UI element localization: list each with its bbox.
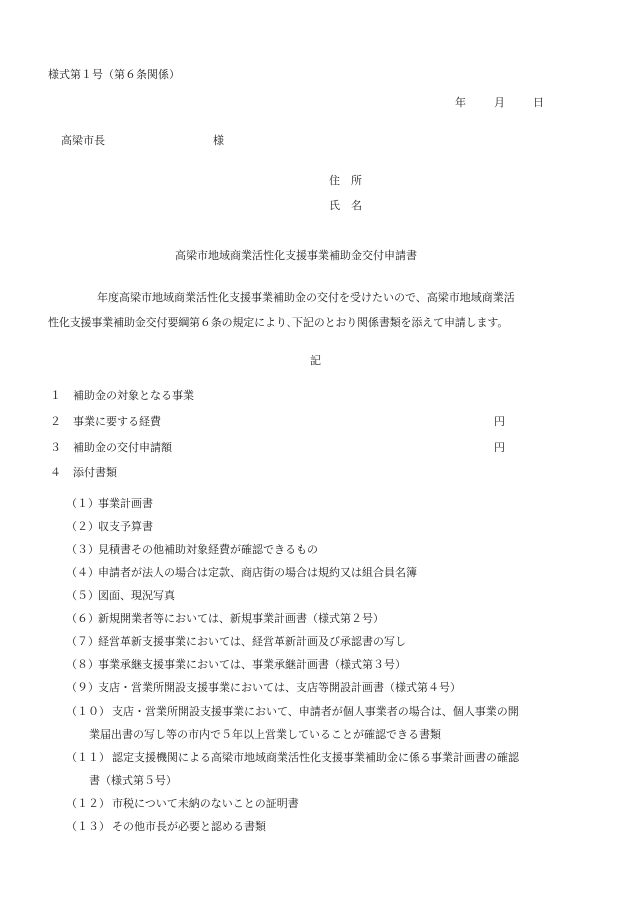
attachment-text: 新規開業者等においては、新規事業計画書（様式第２号） — [98, 612, 384, 625]
attachment-number: （８） — [66, 658, 99, 671]
date-month-label: 月 — [494, 96, 505, 109]
attachment-text-continued: 書（様式第５号） — [89, 774, 177, 787]
applicant-name-label: 氏 名 — [329, 199, 362, 212]
attachment-number: （２） — [66, 520, 99, 533]
item-number: ２ — [50, 415, 61, 428]
date-year-label: 年 — [455, 96, 466, 109]
attachment-number: （６） — [66, 612, 99, 625]
attachment-number: （７） — [66, 635, 99, 648]
addressee-honorific: 様 — [213, 134, 224, 147]
item-unit: 円 — [494, 441, 505, 454]
attachment-text: 事業計画書 — [98, 497, 153, 510]
attachment-text-continued: 業届出書の写し等の市内で５年以上営業していることが確認できる書類 — [89, 728, 441, 741]
addressee-name: 高梁市長 — [61, 134, 105, 147]
attachment-number: （５） — [66, 589, 99, 602]
ki-marker: 記 — [310, 354, 321, 367]
attachment-text: 認定支援機関による高梁市地域商業活性化支援事業補助金に係る事業計画書の確認 — [112, 751, 519, 764]
attachment-number: （１２） — [66, 797, 110, 810]
attachment-number: （３） — [66, 543, 99, 556]
item-number: ４ — [50, 466, 61, 479]
attachment-text: 事業承継支援事業においては、事業承継計画書（様式第３号） — [98, 658, 406, 671]
attachment-text: 見積書その他補助対象経費が確認できるもの — [98, 543, 318, 556]
attachment-text: 支店・営業所開設支援事業において、申請者が個人事業者の場合は、個人事業の開 — [112, 705, 519, 718]
item-number: ３ — [50, 441, 61, 454]
item-label: 補助金の交付申請額 — [73, 441, 172, 454]
attachment-text: 申請者が法人の場合は定款、商店街の場合は規約又は組合員名簿 — [98, 566, 417, 579]
attachment-number: （１０） — [66, 705, 110, 718]
item-label: 添付書類 — [73, 466, 117, 479]
attachment-number: （９） — [66, 681, 99, 694]
attachment-text: 図面、現況写真 — [98, 589, 175, 602]
date-day-label: 日 — [533, 96, 544, 109]
attachment-text: その他市長が必要と認める書類 — [112, 820, 266, 833]
item-label: 補助金の対象となる事業 — [73, 389, 194, 402]
item-number: １ — [50, 389, 61, 402]
intro-line-1: 年度高梁市地域商業活性化支援事業補助金の交付を受けたいので、高梁市地域商業活 — [97, 291, 515, 304]
applicant-address-label: 住 所 — [329, 174, 362, 187]
attachment-number: （１） — [66, 497, 99, 510]
attachment-text: 収支予算書 — [98, 520, 153, 533]
attachment-text: 支店・営業所開設支援事業においては、支店等開設計画書（様式第４号） — [98, 681, 461, 694]
attachment-number: （１３） — [66, 820, 110, 833]
attachment-number: （４） — [66, 566, 99, 579]
document-title: 高梁市地域商業活性化支援事業補助金交付申請書 — [175, 249, 417, 262]
form-number: 様式第１号（第６条関係） — [48, 68, 180, 81]
item-unit: 円 — [494, 415, 505, 428]
item-label: 事業に要する経費 — [73, 415, 161, 428]
attachment-text: 市税について未納のないことの証明書 — [112, 797, 299, 810]
attachment-text: 経営革新支援事業においては、経営革新計画及び承認書の写し — [98, 635, 406, 648]
intro-line-2: 性化支援事業補助金交付要綱第６条の規定により､下記のとおり関係書類を添えて申請します。 — [48, 316, 509, 329]
attachment-number: （１１） — [66, 751, 110, 764]
